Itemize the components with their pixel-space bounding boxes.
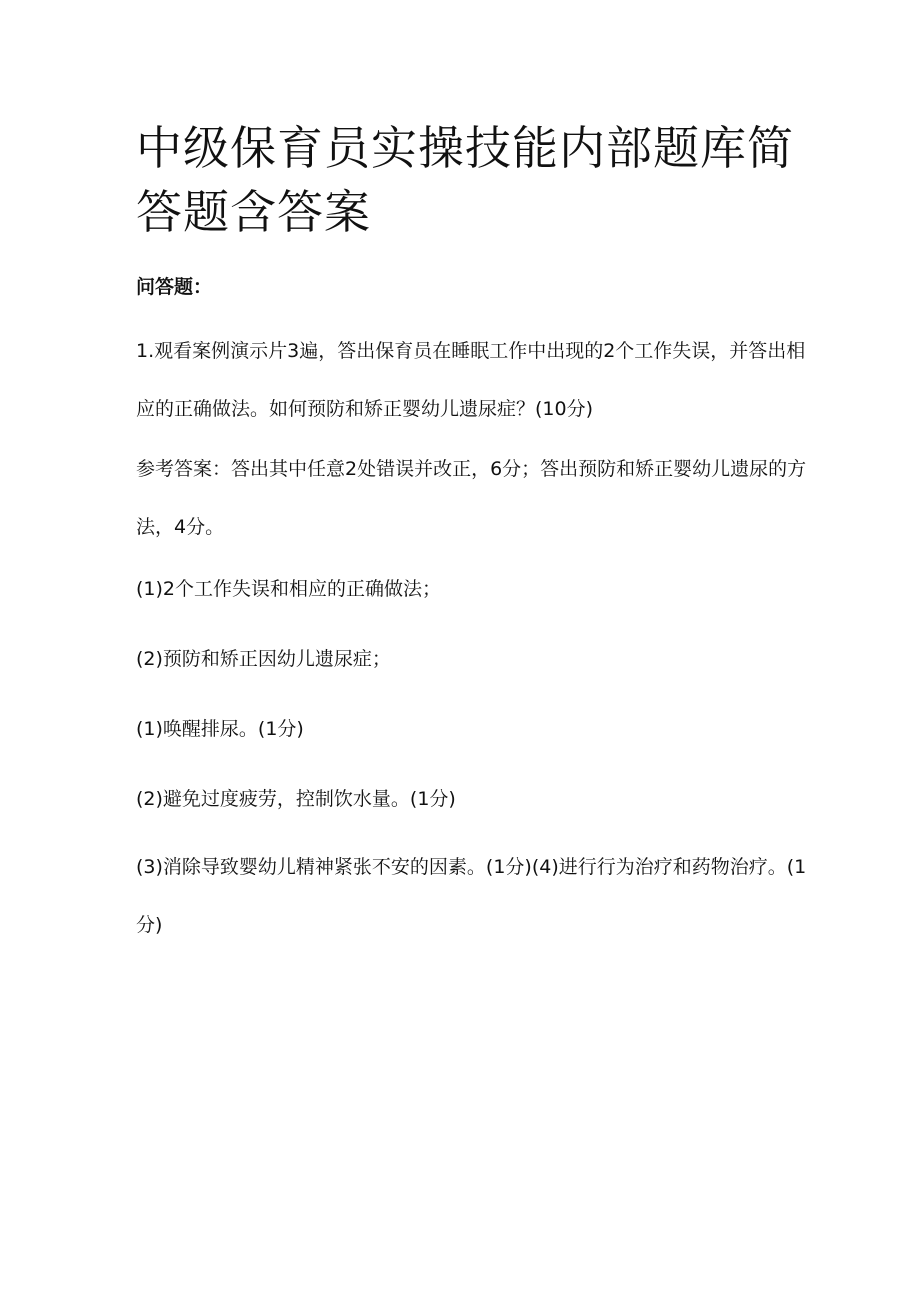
document-title: 中级保育员实操技能内部题库简答题含答案 <box>136 121 794 239</box>
reference-answer: 参考答案：答出其中任意2处错误并改正，6分；答出预防和矫正婴幼儿遗尿的方法，4分。 <box>136 458 807 538</box>
answer-item: (1)唤醒排尿。(1分) <box>136 718 304 740</box>
question-text: 1.观看案例演示片3遍，答出保育员在睡眠工作中出现的2个工作失误，并答出相应的正确做法。如何预防和矫正婴幼儿遗尿症？(10分) <box>136 340 806 420</box>
answer-item: (3)消除导致婴幼儿精神紧张不安的因素。(1分)(4)进行行为治疗和药物治疗。(1分) <box>136 856 807 936</box>
answer-item: (2)避免过度疲劳，控制饮水量。(1分) <box>136 788 456 810</box>
answer-item: (1)2个工作失误和相应的正确做法； <box>136 578 442 600</box>
answer-item: (2)预防和矫正因幼儿遗尿症； <box>136 648 391 670</box>
section-label: 问答题： <box>136 276 213 298</box>
